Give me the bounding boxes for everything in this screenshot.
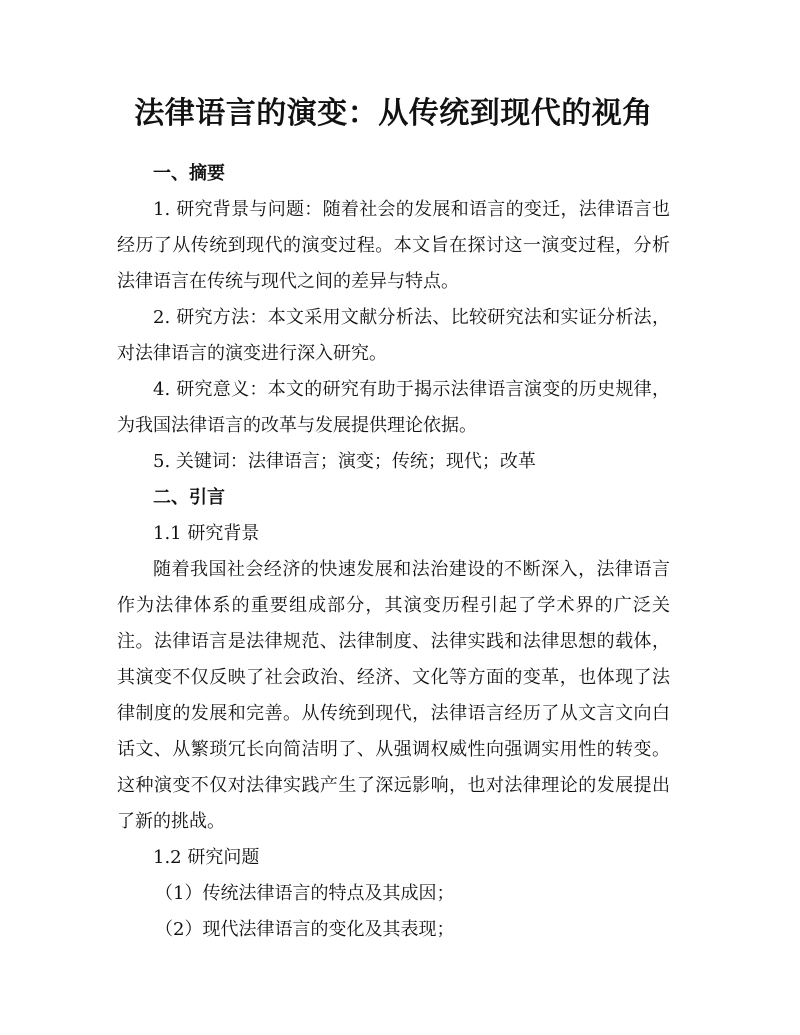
research-questions-heading: 1.2 研究问题: [153, 847, 260, 868]
research-question-item: （2）现代法律语言的变化及其表现；: [155, 919, 455, 940]
document-title: 法律语言的演变：从传统到现代的视角: [134, 96, 653, 131]
research-background-heading: 1.1 研究背景: [153, 523, 260, 544]
abstract-background-paragraph: 1. 研究背景与问题：随着社会的发展和语言的变迁，法律语言也经历了从传统到现代的演变过程。本文旨在探讨这一演变过程，分析法律语言在传统与现代之间的差异与特点。: [117, 199, 670, 292]
abstract-keywords-paragraph: 5. 关键词：法律语言；演变；传统；现代；改革: [153, 451, 536, 472]
research-background-body: 随着我国社会经济的快速发展和法治建设的不断深入，法律语言作为法律体系的重要组成部分，其演变历程引起了学术界的广泛关注。法律语言是法律规范、法律制度、法律实践和法律思想的载体，其演变不仅反映了社会政治、经济、文化等方面的变革，也体现了法律制度的发展和完善。从传统到现代，法律语言经历了从文言文向白话文、从繁琐冗长向简洁明了、从强调权威性向强调实用性的转变。这种演变不仅对法律实践产生了深远影响，也对法律理论的发展提出了新的挑战。: [117, 559, 670, 832]
intro-heading: 二、引言: [153, 487, 225, 508]
abstract-significance-paragraph: 4. 研究意义：本文的研究有助于揭示法律语言演变的历史规律，为我国法律语言的改革与发展提供理论依据。: [117, 379, 670, 436]
abstract-section: [117, 156, 670, 480]
intro-section: [117, 480, 670, 948]
research-question-item: （1）传统法律语言的特点及其成因；: [155, 883, 455, 904]
abstract-method-paragraph: 2. 研究方法：本文采用文献分析法、比较研究法和实证分析法，对法律语言的演变进行深入研究。: [117, 307, 670, 364]
abstract-heading: 一、摘要: [153, 163, 225, 184]
